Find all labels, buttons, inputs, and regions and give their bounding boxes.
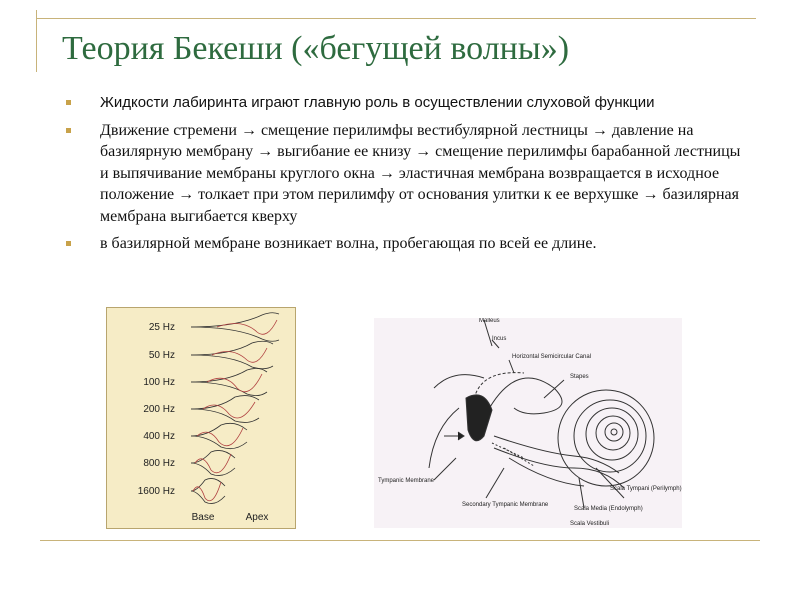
label-scala-tympani: Scala Tympani (Perilymph): [610, 486, 682, 492]
freq-label-800: 800 Hz: [143, 458, 175, 469]
label-incus: Incus: [492, 336, 507, 342]
bullet-list: [62, 92, 742, 261]
bullet-item: [62, 92, 742, 114]
bottom-divider: [40, 540, 760, 541]
bullet-marker-icon: [66, 128, 71, 133]
freq-label-100: 100 Hz: [143, 377, 175, 388]
label-canal: Horizontal Semicircular Canal: [512, 354, 592, 360]
bullet-marker-icon: [66, 100, 71, 105]
slide-title: Теория Бекеши («бегущей волны»): [62, 30, 570, 67]
freq-label-200: 200 Hz: [143, 404, 175, 415]
label-stapes: Stapes: [570, 374, 589, 380]
freq-label-25: 25 Hz: [148, 322, 175, 333]
base-label: Base: [191, 512, 215, 523]
wave-envelope-800: [191, 450, 235, 475]
wave-envelope-100: [191, 368, 267, 395]
wave-envelope-50: [191, 341, 273, 369]
label-secondary: Secondary Tympanic Membrane: [462, 502, 549, 508]
wave-envelope-25: [191, 313, 279, 342]
label-malleus: Malleus: [479, 318, 500, 324]
top-divider: [36, 18, 756, 19]
label-scala-media: Scala Media (Endolymph): [574, 506, 643, 512]
bullet-item: [62, 120, 742, 228]
bullet-marker-icon: [66, 241, 71, 246]
freq-label-1600: 1600 Hz: [137, 486, 175, 497]
label-scala-vestibuli: Scala Vestibuli: [570, 521, 610, 527]
bullet-text: Движение стремени → смещение перилимфы вестибулярной лестницы → давление на базилярную мембрану → выгибание ее книзу → смещение перилимфы барабанной лестницы и выпячивание мембраны круглого окна → эластичная мембрана возвращается в исходное положение → толкает при этом перилимфу от основания улитки к ее верхушке → базилярная мембрана выгибается кверху: [100, 121, 741, 225]
left-divider: [36, 10, 37, 72]
apex-label: Apex: [245, 512, 269, 523]
label-tympanic: Tympanic Membrane: [378, 478, 435, 484]
freq-label-50: 50 Hz: [148, 350, 175, 361]
wave-envelope-1600: [191, 478, 225, 503]
bullet-text: в базилярной мембране возникает волна, пробегающая по всей ее длине.: [100, 235, 597, 252]
cochlea-spiral-icon: [558, 390, 654, 486]
semicircular-canal-icon: [484, 378, 562, 418]
bullet-item: [62, 233, 742, 255]
wave-envelope-200: [191, 396, 259, 423]
ear-diagram-svg: [374, 318, 682, 528]
wave-envelope-400: [191, 423, 247, 448]
bullet-text: Жидкости лабиринта играют главную роль в осуществлении слуховой функции: [100, 94, 655, 111]
freq-label-400: 400 Hz: [143, 431, 175, 442]
traveling-wave-svg: [107, 308, 295, 528]
traveling-wave-figure: [106, 307, 296, 529]
ear-diagram-figure: [374, 318, 682, 528]
ossicles-icon: [466, 395, 492, 441]
